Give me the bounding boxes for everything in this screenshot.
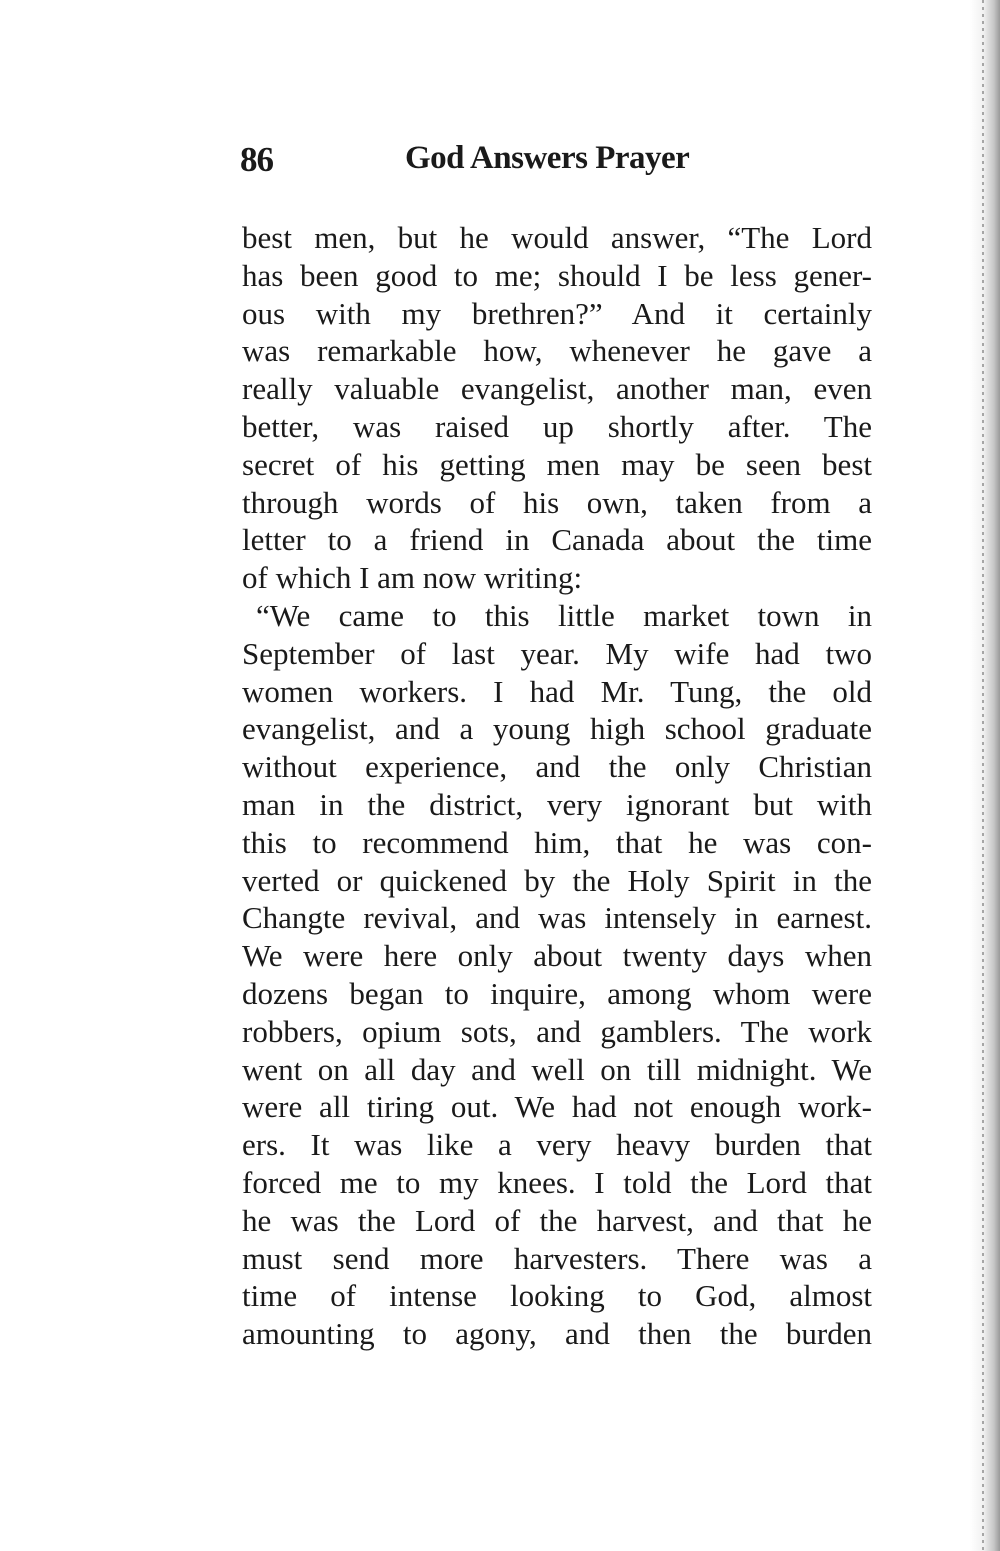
text-line: was remarkable how, whenever he gave a <box>242 333 872 369</box>
text-line: women workers. I had Mr. Tung, the old <box>242 673 872 709</box>
text-line: September of last year. My wife had two <box>242 635 872 671</box>
text-line: through words of his own, taken from a <box>242 484 872 520</box>
text-line: were all tiring out. We had not enough work- <box>242 1089 872 1125</box>
text-line: verted or quickened by the Holy Spirit in the <box>242 862 872 898</box>
text-line: robbers, opium sots, and gamblers. The work <box>242 1013 872 1049</box>
text-line: must send more harvesters. There was a <box>242 1240 872 1276</box>
text-line: ous with my brethren?” And it certainly <box>242 295 872 331</box>
text-line: forced me to my knees. I told the Lord that <box>242 1164 872 1200</box>
body-text <box>242 219 872 1353</box>
text-line: evangelist, and a young high school graduate <box>242 711 872 747</box>
text-line: letter to a friend in Canada about the time <box>242 522 872 558</box>
text-line: really valuable evangelist, another man, even <box>242 371 872 407</box>
text-line: without experience, and the only Christian <box>242 749 872 785</box>
page-edge-shadow <box>970 0 1000 1551</box>
text-line: dozens began to inquire, among whom were <box>242 975 872 1011</box>
text-line: man in the district, very ignorant but with <box>242 786 872 822</box>
running-head <box>240 140 880 190</box>
text-line: secret of his getting men may be seen best <box>242 446 872 482</box>
text-line: this to recommend him, that he was con- <box>242 824 872 860</box>
text-line: ers. It was like a very heavy burden that <box>242 1127 872 1163</box>
page-number: 86 <box>240 140 273 179</box>
text-line: amounting to agony, and then the burden <box>242 1316 872 1352</box>
paragraph-start-line: “We came to this little market town in <box>256 597 872 633</box>
book-title: God Answers Prayer <box>405 140 690 176</box>
text-line: he was the Lord of the harvest, and that he <box>242 1202 872 1238</box>
text-line: has been good to me; should I be less gener- <box>242 257 872 293</box>
text-line: better, was raised up shortly after. The <box>242 408 872 444</box>
text-line: time of intense looking to God, almost <box>242 1278 872 1314</box>
text-line: went on all day and well on till midnight. We <box>242 1051 872 1087</box>
text-line: Changte revival, and was intensely in earnest. <box>242 900 872 936</box>
text-line: best men, but he would answer, “The Lord <box>242 220 872 255</box>
paragraph-end-line: of which I am now writing: <box>242 560 583 596</box>
text-line: We were here only about twenty days when <box>242 938 872 974</box>
